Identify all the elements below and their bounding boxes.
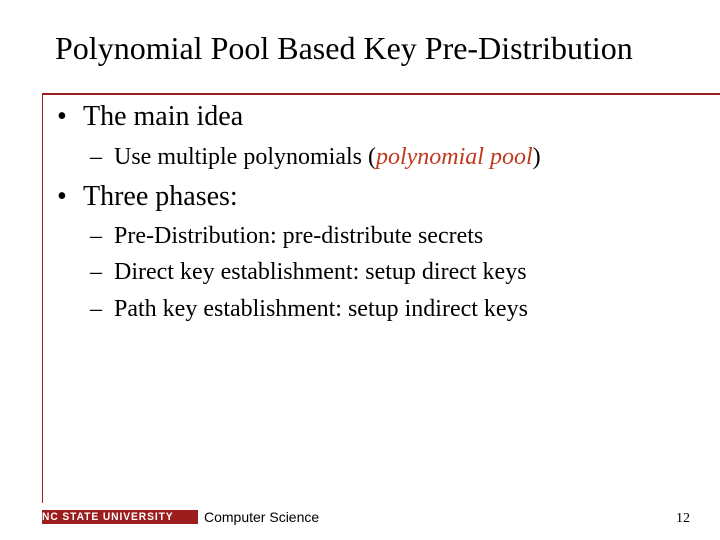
sub-bullet-marker: – xyxy=(90,223,102,249)
slide-title: Polynomial Pool Based Key Pre-Distribution xyxy=(55,30,633,66)
bullet-main-idea xyxy=(57,100,243,134)
university-name: NC STATE UNIVERSITY xyxy=(42,511,174,523)
sub-bullet-prefix: Use multiple polynomials ( xyxy=(114,144,376,170)
sub-bullet-direct-key xyxy=(90,257,527,287)
department-label: Computer Science xyxy=(204,509,320,525)
sub-bullet-marker: – xyxy=(90,296,102,322)
university-logo xyxy=(42,510,198,524)
page-number: 12 xyxy=(676,511,690,526)
bullet-three-phases xyxy=(57,180,238,214)
sub-bullet-text: Direct key establishment: setup direct keys xyxy=(114,259,527,285)
sub-bullet-pre-distribution xyxy=(90,221,483,251)
left-divider xyxy=(42,93,43,503)
bullet-text: The main idea xyxy=(83,101,244,132)
sub-bullet-suffix: ) xyxy=(532,144,541,170)
sub-bullet-text: Path key establishment: setup indirect keys xyxy=(114,296,528,322)
title-divider xyxy=(42,93,720,95)
sub-bullet-text: Pre-Distribution: pre-distribute secrets xyxy=(114,223,484,249)
bullet-marker: • xyxy=(57,181,67,212)
sub-bullet-path-key xyxy=(90,294,528,324)
bullet-marker: • xyxy=(57,101,67,132)
sub-bullet-emphasis: polynomial pool xyxy=(375,144,533,170)
sub-bullet-marker: – xyxy=(90,144,102,170)
sub-bullet-marker: – xyxy=(90,259,102,285)
sub-bullet-polynomial-pool xyxy=(90,142,541,172)
bullet-text: Three phases: xyxy=(83,181,238,212)
